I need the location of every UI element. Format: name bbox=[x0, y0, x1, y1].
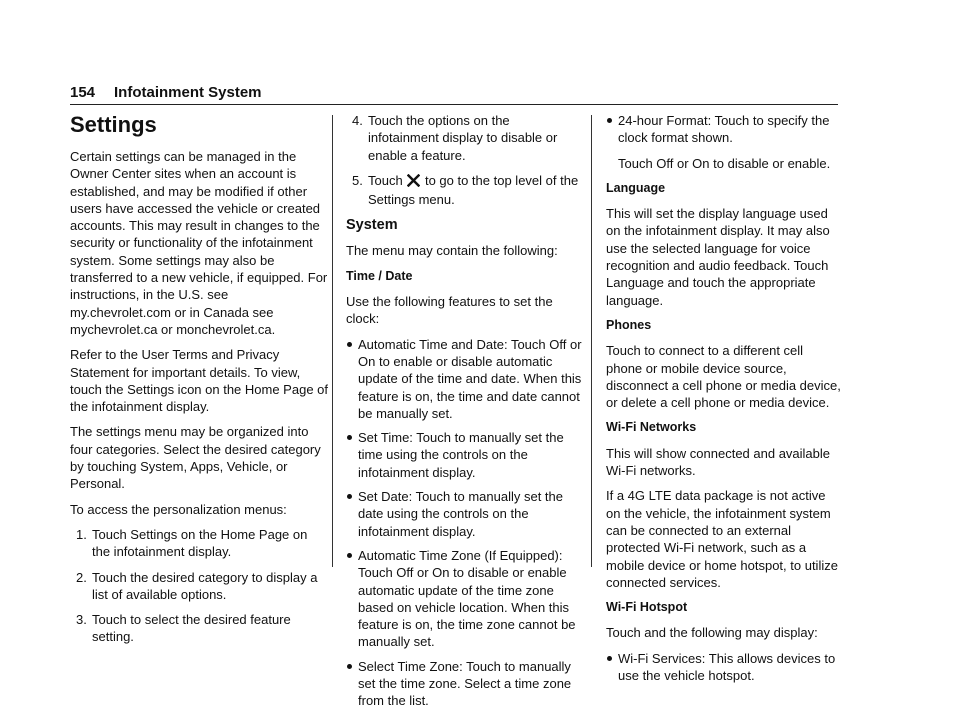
steps-list bbox=[346, 112, 582, 208]
bullet-icon bbox=[607, 656, 612, 661]
paragraph: Touch Off or On to disable or enable. bbox=[618, 155, 831, 171]
paragraph: To access the personalization menus: bbox=[70, 501, 287, 517]
paragraph: Touch and the following may display: bbox=[606, 625, 818, 641]
step-text: Touch the desired category to display a list of available options. bbox=[92, 569, 318, 602]
system-heading: System bbox=[346, 217, 398, 234]
step-number: 3. bbox=[76, 612, 87, 628]
bullet-item bbox=[606, 650, 842, 685]
paragraph: The menu may contain the following: bbox=[346, 243, 558, 259]
bullet-item bbox=[346, 658, 582, 710]
bullet-item bbox=[346, 336, 582, 422]
page-header bbox=[70, 84, 838, 105]
bullet-text: Set Date: Touch to manually set the date using the controls on the infotainment display. bbox=[358, 489, 563, 539]
column-divider bbox=[591, 115, 592, 567]
bullet-icon bbox=[607, 118, 612, 123]
bullet-text: Set Time: Touch to manually set the time using the controls on the infotainment display. bbox=[358, 430, 564, 480]
bullet-list bbox=[606, 650, 842, 685]
bullet-icon bbox=[347, 664, 352, 669]
paragraph: If a 4G LTE data package is not active on the vehicle, the infotainment system can be connected to an external protected Wi-Fi network, such as a mobile device or home hotspot, to utilize connected services. bbox=[606, 488, 838, 590]
bullet-icon bbox=[347, 553, 352, 558]
column-3 bbox=[606, 112, 842, 692]
column-2 bbox=[346, 112, 582, 718]
step-text-post: to go to the top level of the Settings menu. bbox=[368, 172, 579, 208]
paragraph: Refer to the User Terms and Privacy Statement for important details. To view, touch the Settings icon on the Home Page of the infotainment display. bbox=[70, 347, 329, 415]
step-text: Touch to select the desired feature setting. bbox=[92, 612, 291, 645]
bullet-text: Wi-Fi Services: This allows devices to use the vehicle hotspot. bbox=[618, 650, 836, 684]
bullet-item bbox=[346, 488, 582, 540]
step-number: 2. bbox=[76, 569, 87, 585]
paragraph: Use the following features to set the clock: bbox=[346, 294, 553, 327]
paragraph: The settings menu may be organized into four categories. Select the desired category by touching System, Apps, Vehicle, or Personal. bbox=[70, 424, 321, 492]
bullet-item bbox=[346, 429, 582, 481]
step-number: 5. bbox=[352, 172, 363, 188]
step-text: Touch the options on the infotainment display to disable or enable a feature. bbox=[368, 113, 558, 163]
close-x-icon bbox=[407, 174, 420, 191]
time-date-label: Time / Date bbox=[346, 268, 413, 283]
phones-label: Phones bbox=[606, 317, 652, 332]
bullet-item bbox=[606, 112, 842, 147]
bullet-list bbox=[606, 112, 842, 147]
step-item bbox=[70, 526, 328, 561]
settings-heading: Settings bbox=[70, 112, 157, 137]
bullet-text: Select Time Zone: Touch to manually set the time zone. Select a time zone from the list. bbox=[358, 658, 572, 709]
column-1 bbox=[70, 112, 328, 654]
bullet-text: Automatic Time Zone (If Equipped): Touch Off or On to disable or enable automatic update of the time zone based on vehicle location. When this feature is on, the time zone cannot be manually set. bbox=[358, 547, 576, 650]
paragraph: This will set the display language used on the infotainment display. It may also use the selected language for voice recognition and audio feedback. Touch Language and touch the appropriate language. bbox=[606, 206, 830, 308]
step-item bbox=[346, 172, 582, 209]
steps-list bbox=[70, 526, 328, 646]
step-text-pre: Touch bbox=[368, 172, 403, 188]
page-number: 154 bbox=[70, 84, 96, 101]
bullet-icon bbox=[347, 435, 352, 440]
step-item bbox=[70, 611, 328, 646]
paragraph: Certain settings can be managed in the Owner Center sites when an account is established, and may be modified if other users have accessed the vehicle or created accounts. This may result in changes to the security or functionality of the infotainment system. Some settings may also be transferred to a new vehicle, if equipped. For instructions, in the U.S. see my.chevrolet.com or in Canada see mychevrolet.ca or monchevrolet.ca. bbox=[70, 149, 328, 337]
bullet-icon bbox=[347, 494, 352, 499]
step-number: 4. bbox=[352, 113, 363, 128]
paragraph: This will show connected and available Wi-Fi networks. bbox=[606, 445, 831, 479]
bullet-item bbox=[346, 547, 582, 651]
section-title: Infotainment System bbox=[114, 84, 262, 101]
step-number: 1. bbox=[76, 526, 87, 542]
bullet-list bbox=[346, 336, 582, 710]
paragraph: Touch to connect to a different cell phone or mobile device source, disconnect a cell phone or media device, or delete a cell phone or media device. bbox=[606, 343, 841, 411]
bullet-text: Automatic Time and Date: Touch Off or On to enable or disable automatic update of the time and date. When this feature is on, the time and date cannot be manually set. bbox=[358, 336, 582, 421]
bullet-text: 24-hour Format: Touch to specify the clock format shown. bbox=[618, 113, 830, 146]
step-item bbox=[346, 112, 582, 164]
step-text: Touch Settings on the Home Page on the infotainment display. bbox=[92, 526, 308, 560]
language-label: Language bbox=[606, 180, 666, 195]
step-item bbox=[70, 569, 328, 604]
wifi-hotspot-label: Wi-Fi Hotspot bbox=[606, 600, 688, 615]
wifi-networks-label: Wi-Fi Networks bbox=[606, 420, 697, 435]
bullet-icon bbox=[347, 342, 352, 347]
column-divider bbox=[332, 115, 333, 567]
